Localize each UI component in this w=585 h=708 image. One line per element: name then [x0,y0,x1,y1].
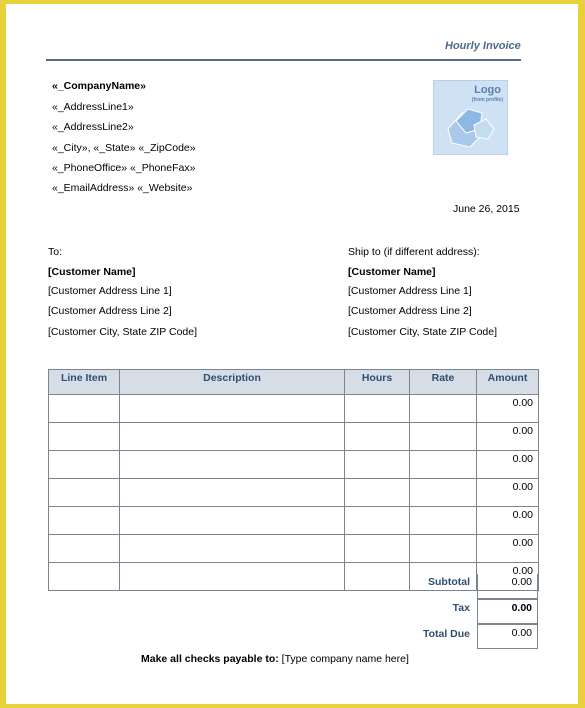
ship-to-address-1: [Customer Address Line 1] [348,285,472,297]
amount-cell: 0.00 [477,451,539,479]
company-city-state-zip: «_City», «_State» «_ZipCode» [52,142,196,154]
hours-cell[interactable] [345,507,410,535]
invoice-date: June 26, 2015 [453,203,520,215]
line-items-table [48,369,539,591]
line-item-cell[interactable] [49,563,120,591]
description-cell[interactable] [120,479,345,507]
rate-cell[interactable] [410,395,477,423]
description-cell[interactable] [120,395,345,423]
line-item-cell[interactable] [49,535,120,563]
to-city: [Customer City, State ZIP Code] [48,326,197,338]
tax-label: Tax [452,602,470,614]
to-customer-name: [Customer Name] [48,266,136,278]
invoice-page [6,4,578,704]
to-heading: To: [48,246,63,258]
amount-cell: 0.00 [477,535,539,563]
ship-to-address-2: [Customer Address Line 2] [348,305,472,317]
subtotal-label: Subtotal [428,576,470,588]
line-item-cell[interactable] [49,395,120,423]
description-cell[interactable] [120,535,345,563]
table-row [49,535,539,563]
to-address-2: [Customer Address Line 2] [48,305,172,317]
company-name: «_CompanyName» [52,80,146,92]
header-hours: Hours [345,370,410,395]
amount-cell: 0.00 [477,423,539,451]
line-item-cell[interactable] [49,423,120,451]
company-address-1: «_AddressLine1» [52,101,134,113]
hours-cell[interactable] [345,423,410,451]
payable-note [141,653,409,665]
to-address-1: [Customer Address Line 1] [48,285,172,297]
table-row [49,451,539,479]
description-cell[interactable] [120,423,345,451]
header-rate: Rate [410,370,477,395]
payable-company[interactable]: [Type company name here] [281,653,409,665]
hours-cell[interactable] [345,451,410,479]
amount-cell: 0.00 [477,563,539,591]
tax-value[interactable]: 0.00 [477,599,538,624]
company-address-2: «_AddressLine2» [52,121,134,133]
table-header-row [49,370,539,395]
ship-to-heading: Ship to (if different address): [348,246,480,258]
description-cell[interactable] [120,451,345,479]
rate-cell[interactable] [410,479,477,507]
total-due-value: 0.00 [477,624,538,649]
logo-label: Logo [474,84,501,96]
line-item-cell[interactable] [49,451,120,479]
hours-cell[interactable] [345,479,410,507]
rate-cell[interactable] [410,507,477,535]
table-row [49,479,539,507]
logo-sublabel: (from profile) [471,97,503,103]
hours-cell[interactable] [345,395,410,423]
description-cell[interactable] [120,563,345,591]
amount-cell: 0.00 [477,507,539,535]
total-due-label: Total Due [422,628,470,640]
line-item-cell[interactable] [49,507,120,535]
description-cell[interactable] [120,507,345,535]
logo-placeholder [433,80,508,155]
header-description: Description [120,370,345,395]
subtotal-value: 0.00 [477,574,538,599]
rate-cell[interactable] [410,423,477,451]
amount-cell: 0.00 [477,479,539,507]
company-phones: «_PhoneOffice» «_PhoneFax» [52,162,196,174]
hours-cell[interactable] [345,535,410,563]
header-amount: Amount [477,370,539,395]
ship-to-city: [Customer City, State ZIP Code] [348,326,497,338]
amount-cell: 0.00 [477,395,539,423]
table-row [49,395,539,423]
payable-prefix: Make all checks payable to: [141,653,279,665]
line-item-cell[interactable] [49,479,120,507]
invoice-title: Hourly Invoice [445,40,521,52]
title-rule [46,59,521,61]
company-email-website: «_EmailAddress» «_Website» [52,182,193,194]
table-row [49,507,539,535]
ship-to-customer-name: [Customer Name] [348,266,436,278]
table-row [49,423,539,451]
rate-cell[interactable] [410,535,477,563]
header-line-item: Line Item [49,370,120,395]
rate-cell[interactable] [410,451,477,479]
